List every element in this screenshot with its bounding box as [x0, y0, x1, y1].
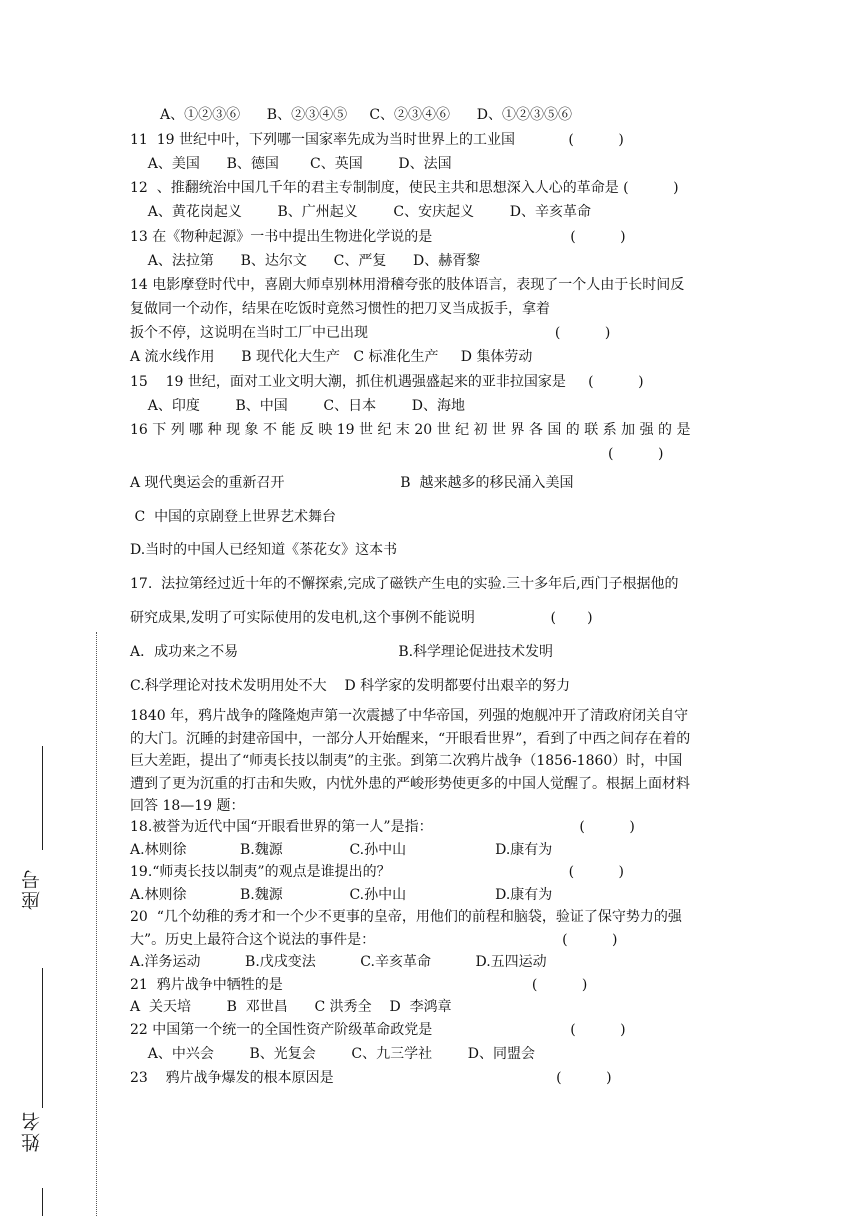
q16-option-d: D.当时的中国人已经知道《茶花女》这本书 — [130, 542, 398, 558]
q18-options: A.林则徐 B.魏源 C.孙中山 D.康有为 — [130, 842, 553, 858]
seat-write-line — [42, 746, 43, 850]
q13-question: 13 在《物种起源》一书中提出生物进化学说的是 ( ) — [130, 229, 626, 245]
passage-line1: 1840 年，鸦片战争的隆隆炮声第一次震撼了中华帝国，列强的炮舰冲开了清政府闭关自守 — [130, 708, 689, 724]
q16-answer-bracket: ( ) — [608, 446, 664, 462]
q19-options: A.林则徐 B.魏源 C.孙中山 D.康有为 — [130, 887, 553, 903]
q20-options: A.洋务运动 B.戊戌变法 C.辛亥革命 D.五四运动 — [130, 954, 547, 970]
dotted-cut-line — [96, 632, 97, 1216]
q16-option-c: C 中国的京剧登上世界艺术舞台 — [130, 509, 337, 525]
q11-question: 11 19 世纪中叶，下列哪一国家率先成为当时世界上的工业国 ( ) — [130, 132, 624, 148]
name-write-line — [42, 968, 43, 1108]
q14-options: A 流水线作用 B 现代化大生产 C 标准化生产 D 集体劳动 — [130, 349, 533, 365]
seat-label: 座号 — [21, 868, 43, 910]
passage-line4: 遭到了更为沉重的打击和失败，内忧外患的严峻形势使更多的中国人觉醒了。根据上面材料 — [130, 776, 690, 792]
passage-line2: 的大门。沉睡的封建帝国中，一部分人开始醒来，“开眼看世界”，看到了中西之间存在着的 — [130, 731, 691, 747]
passage-line3: 巨大差距，提出了“师夷长技以制夷”的主张。到第二次鸦片战争（1856-1860）时，中国 — [130, 753, 683, 769]
q19-question: 19.“师夷长技以制夷”的观点是谁提出的？ ( ) — [130, 864, 625, 880]
q23-question: 23 鸦片战争爆发的根本原因是 ( ) — [130, 1070, 612, 1086]
q16-options-ab: A 现代奥运会的重新召开 B 越来越多的移民涌入美国 — [130, 475, 574, 491]
next-write-line — [42, 1188, 43, 1216]
name-label: 姓名 — [21, 1110, 43, 1152]
q12-options: A、黄花岗起义 B、广州起义 C、安庆起义 D、辛亥革命 — [130, 204, 591, 220]
q22-options: A、中兴会 B、光复会 C、九三学社 D、同盟会 — [130, 1046, 535, 1062]
q10-options: A、①②③⑥ B、②③④⑤ C、②③④⑥ D、①②③⑤⑥ — [160, 107, 572, 123]
q12-question: 12 、推翻统治中国几千年的君主专制制度，使民主共和思想深入人心的革命是 ( ) — [130, 180, 679, 196]
q18-question: 18.被誉为近代中国“开眼看世界的第一人”是指： ( ) — [130, 819, 635, 835]
q17-options-cd: C.科学理论对技术发明用处不大 D 科学家的发明都要付出艰辛的努力 — [130, 678, 571, 694]
q15-question: 15 19 世纪，面对工业文明大潮，抓住机遇强盛起来的亚非拉国家是 ( ) — [130, 374, 644, 390]
q17-question-line2: 研究成果,发明了可实际使用的发电机,这个事例不能说明 ( ) — [130, 610, 593, 626]
q22-question: 22 中国第一个统一的全国性资产阶级革命政党是 ( ) — [130, 1022, 626, 1038]
q20-question-line1: 20 “几个幼稚的秀才和一个少不更事的皇帝，用他们的前程和脑袋，验证了保守势力的强 — [130, 909, 682, 925]
q14-question-line2: 复做同一个动作，结果在吃饭时竟然习惯性的把刀叉当成扳手，拿着 — [130, 301, 550, 317]
q14-question-line3: 扳个不停，这说明在当时工厂中已出现 ( ) — [130, 325, 611, 341]
q16-question: 16 下 列 哪 种 现 象 不 能 反 映 19 世 纪 末 20 世 纪 初 世 界 各 国 的 联 系 加 强 的 是 — [130, 422, 691, 438]
q11-options: A、美国 B、德国 C、英国 D、法国 — [130, 156, 452, 172]
q21-options: A 关天培 B 邓世昌 C 洪秀全 D 李鸿章 — [130, 999, 452, 1015]
q13-options: A、法拉第 B、达尔文 C、严复 D、赫胥黎 — [130, 253, 481, 269]
q21-question: 21 鸦片战争中牺牲的是 ( ) — [130, 977, 588, 993]
q15-options: A、印度 B、中国 C、日本 D、海地 — [130, 398, 465, 414]
q14-question-line1: 14 电影摩登时代中，喜剧大师卓别林用滑稽夸张的肢体语言，表现了一个人由于长时间反 — [130, 277, 685, 293]
passage-line5: 回答 18—19 题： — [130, 798, 245, 814]
q20-question-line2: 大”。历史上最符合这个说法的事件是： ( ) — [130, 932, 618, 948]
q17-options-ab: A．成功来之不易 B.科学理论促进技术发明 — [130, 644, 554, 660]
q17-question-line1: 17. 法拉第经过近十年的不懈探索,完成了磁铁产生电的实验.三十多年后,西门子根据他的 — [130, 576, 679, 592]
